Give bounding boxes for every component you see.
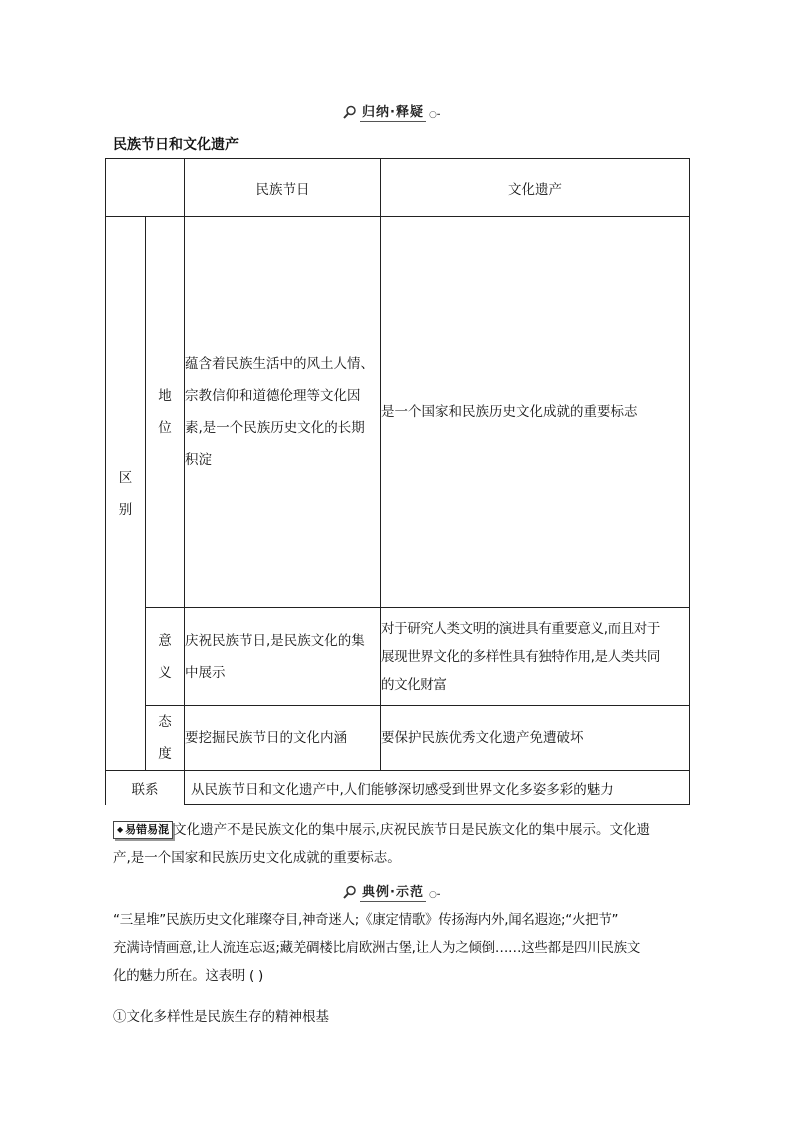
tip-line xyxy=(113,816,693,844)
cell-line: 的文化财富 xyxy=(381,676,447,693)
magnifier-icon xyxy=(343,105,357,119)
cell-line: 积淀 xyxy=(185,452,212,468)
table-row-significance xyxy=(106,608,690,706)
heritage-status-cell: 是一个国家和民族历史文化成就的重要标志 xyxy=(381,217,690,608)
dots-decoration-icon: ○- xyxy=(428,889,441,900)
festival-significance-cell xyxy=(185,608,381,706)
row-label-attitude xyxy=(146,706,185,771)
corner-cell xyxy=(106,159,185,217)
table-row-status xyxy=(106,217,690,608)
tip-badge-label: 易错易混 xyxy=(125,823,170,836)
row-group-char: 区 xyxy=(118,469,133,486)
example-line: “三星堆”民族历史文化璀璨夺目,神奇迷人;《康定情歌》传扬海内外,闻名遐迩;“火把节” xyxy=(113,912,619,928)
festival-status-cell xyxy=(185,217,381,608)
magnifier-icon xyxy=(343,885,357,899)
cell-line: 对于研究人类文明的演进具有重要意义,而且对于 xyxy=(381,620,660,637)
cell-line: 中展示 xyxy=(185,664,226,681)
header-heritage: 文化遗产 xyxy=(381,159,690,217)
diamond-icon: ◆ xyxy=(117,825,124,834)
row-label-char: 义 xyxy=(158,664,172,681)
table-header-row xyxy=(106,159,690,217)
row-label-char: 态 xyxy=(158,714,172,730)
row-label-significance xyxy=(146,608,185,706)
cell-line: 展现世界文化的多样性具有独特作用,是人类共同 xyxy=(381,648,660,665)
connection-text-cell: 从民族节日和文化遗产中,人们能够深切感受到世界文化多姿多彩的魅力 xyxy=(185,771,690,805)
cell-line: 庆祝民族节日,是民族文化的集 xyxy=(185,632,365,649)
cell-line: 宗教信仰和道德伦理等文化因 xyxy=(185,388,361,404)
heritage-attitude-cell: 要保护民族优秀文化遗产免遭破坏 xyxy=(381,706,690,771)
section-header-summary xyxy=(343,101,441,122)
cell-line: 蕴含着民族生活中的风土人情、 xyxy=(185,356,374,372)
comparison-table xyxy=(105,158,690,805)
example-line: 充满诗情画意,让人流连忘返;藏羌碉楼比肩欧洲古堡,让人为之倾倒……这些都是四川民族文 xyxy=(113,940,641,956)
row-group-difference xyxy=(106,217,146,771)
dots-decoration-icon: ○- xyxy=(428,109,441,120)
header-festival: 民族节日 xyxy=(185,159,381,217)
section-label: 典例·示范 xyxy=(360,881,426,902)
row-label-status xyxy=(146,217,185,608)
row-group-char: 别 xyxy=(118,501,133,518)
answer-option-1: ①文化多样性是民族生存的精神根基 xyxy=(113,1009,329,1025)
table-row-connection xyxy=(106,771,690,805)
section-label: 归纳·释疑 xyxy=(360,101,426,122)
tip-paragraph xyxy=(113,816,693,872)
row-label-char: 地 xyxy=(158,388,172,404)
tip-badge xyxy=(113,821,173,839)
row-label-char: 位 xyxy=(158,420,172,436)
table-row-attitude xyxy=(106,706,690,771)
row-label-char: 意 xyxy=(158,632,172,649)
heritage-significance-cell xyxy=(381,608,690,706)
tip-text-line1: 文化遗产不是民族文化的集中展示,庆祝民族节日是民族文化的集中展示。文化遗 xyxy=(173,822,650,838)
row-label-connection: 联系 xyxy=(106,771,185,805)
doc-title: 民族节日和文化遗产 xyxy=(113,137,239,153)
tip-text-line2: 产,是一个国家和民族历史文化成就的重要标志。 xyxy=(113,850,401,866)
example-question xyxy=(113,906,693,990)
row-label-char: 度 xyxy=(158,746,172,762)
festival-attitude-cell: 要挖掘民族节日的文化内涵 xyxy=(185,706,381,771)
section-header-example xyxy=(343,881,441,902)
cell-line: 素,是一个民族历史文化的长期 xyxy=(185,420,365,436)
example-line: 化的魅力所在。这表明 ( ) xyxy=(113,968,263,984)
